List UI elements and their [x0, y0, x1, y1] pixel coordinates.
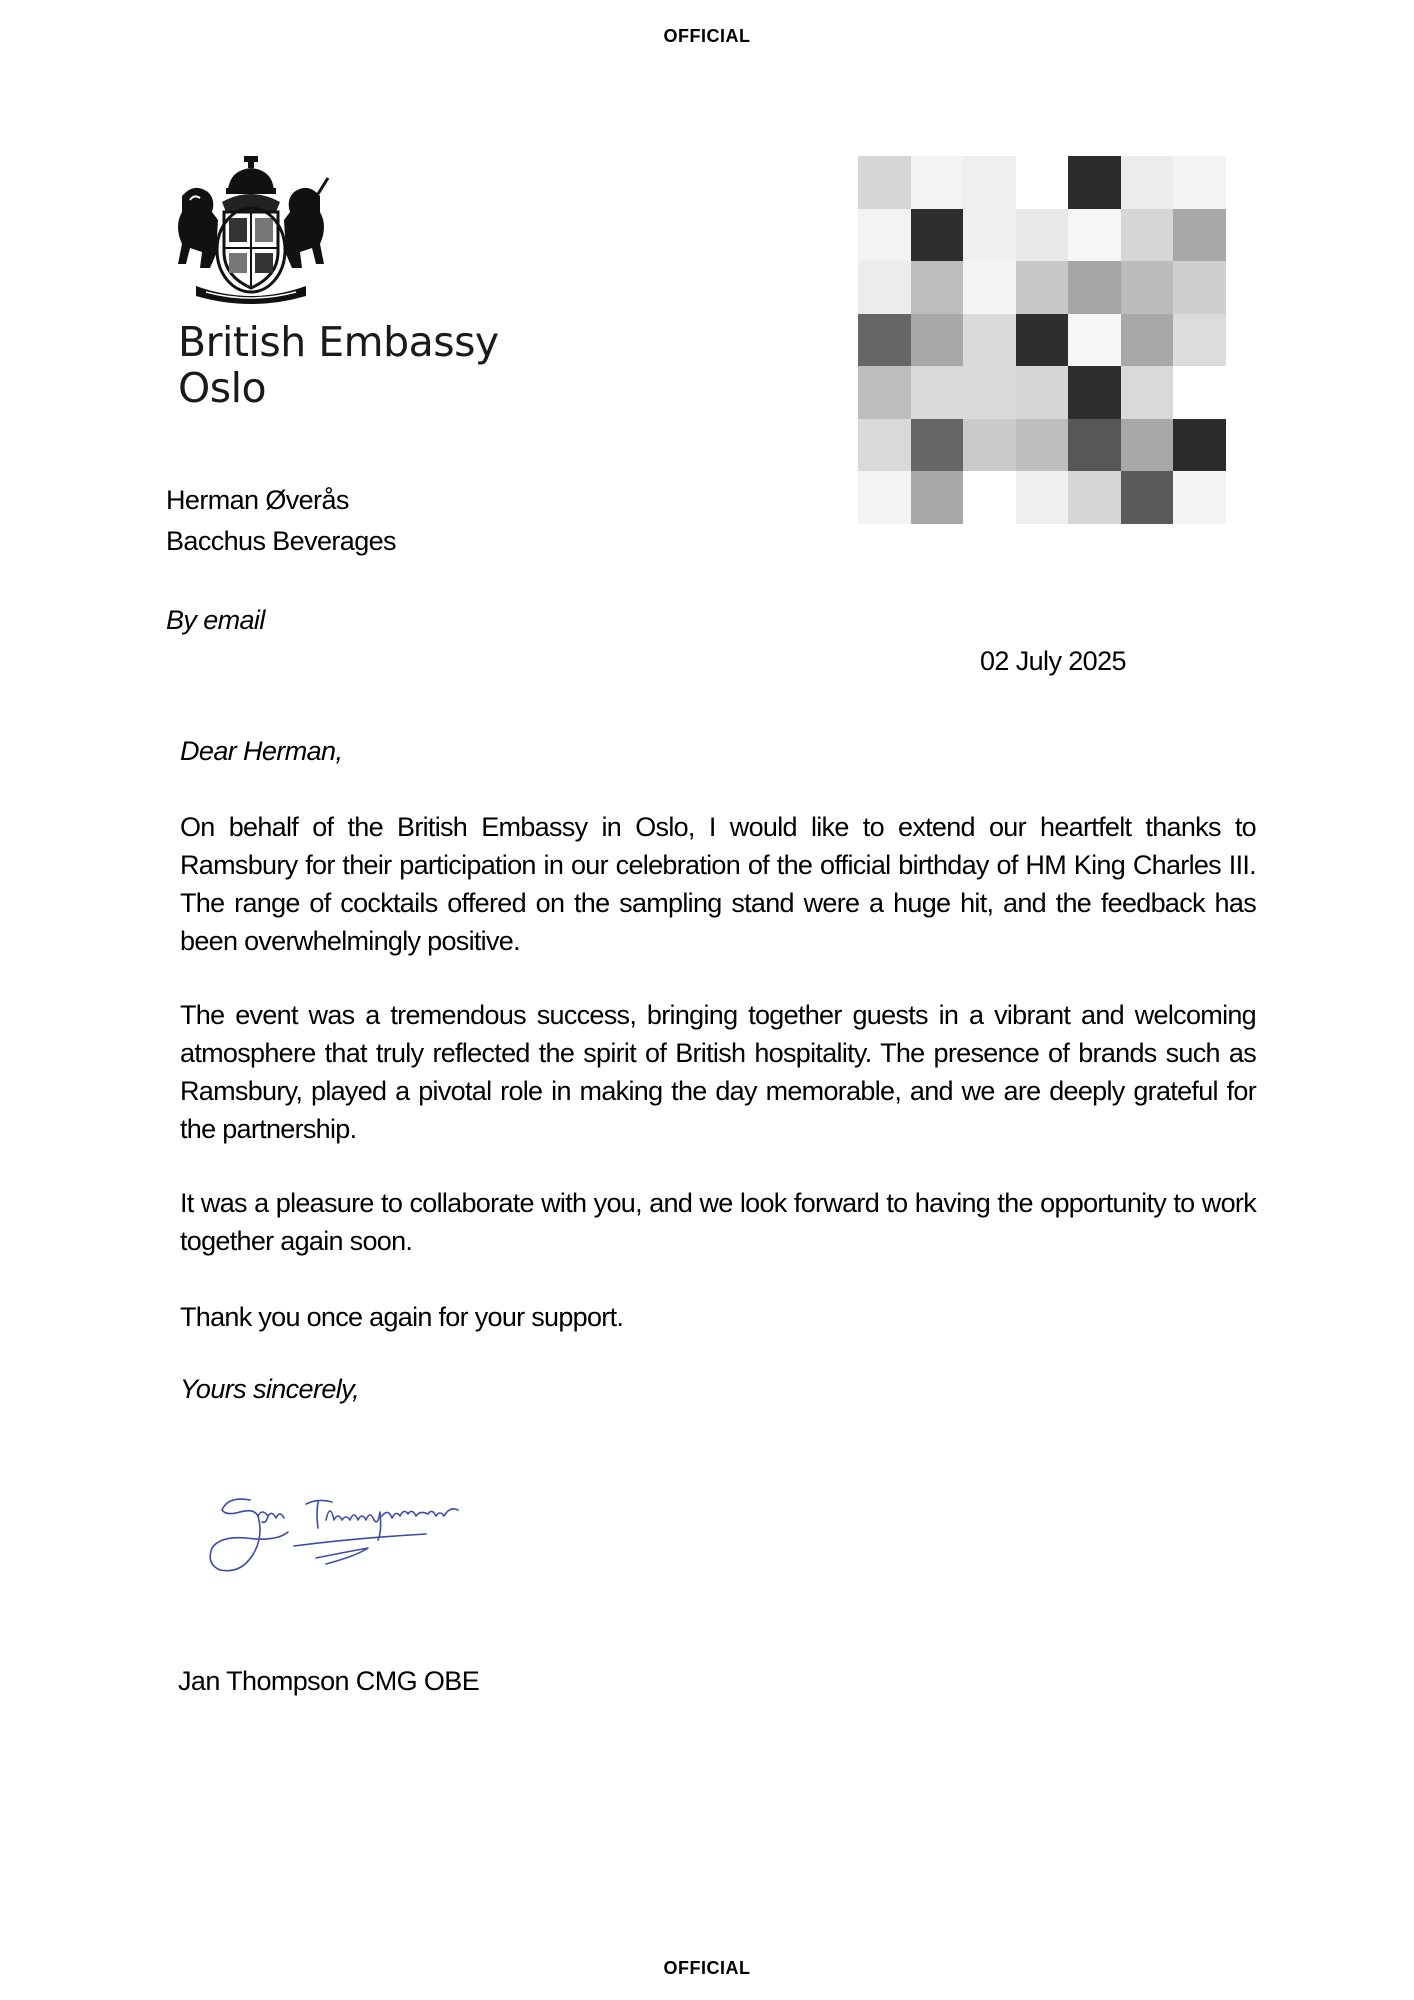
signatory-name: Jan Thompson CMG OBE [178, 1666, 480, 1696]
qr-cell [963, 314, 1016, 367]
qr-cell [1068, 366, 1121, 419]
royal-coat-of-arms-icon [172, 156, 330, 304]
qr-cell [1068, 471, 1121, 524]
classification-header: OFFICIAL [663, 26, 751, 46]
qr-cell [1173, 419, 1226, 472]
qr-cell [1121, 156, 1174, 209]
qr-cell [1173, 209, 1226, 262]
qr-cell [858, 209, 911, 262]
organisation-name: British Embassy [178, 318, 499, 366]
qr-cell [911, 471, 964, 524]
qr-cell [858, 314, 911, 367]
qr-cell [1016, 366, 1069, 419]
qr-cell [1068, 156, 1121, 209]
pixelated-qr-code [858, 156, 1226, 524]
qr-cell [963, 366, 1016, 419]
qr-cell [1121, 366, 1174, 419]
qr-cell [911, 314, 964, 367]
recipient-company: Bacchus Beverages [166, 526, 396, 556]
qr-cell [1173, 156, 1226, 209]
delivery-method: By email [166, 605, 265, 635]
salutation: Dear Herman, [180, 736, 343, 766]
qr-cell [1016, 471, 1069, 524]
qr-cell [1016, 314, 1069, 367]
classification-footer: OFFICIAL [663, 1958, 751, 1978]
body-paragraph: Thank you once again for your support. [180, 1302, 624, 1332]
qr-cell [1016, 209, 1069, 262]
qr-cell [963, 156, 1016, 209]
qr-cell [1121, 471, 1174, 524]
qr-cell [1173, 314, 1226, 367]
qr-cell [858, 261, 911, 314]
qr-cell [858, 366, 911, 419]
closing: Yours sincerely, [180, 1374, 359, 1404]
qr-cell [1016, 419, 1069, 472]
qr-cell [1068, 419, 1121, 472]
qr-cell [963, 419, 1016, 472]
qr-cell [1016, 261, 1069, 314]
qr-cell [963, 209, 1016, 262]
qr-cell [1173, 471, 1226, 524]
qr-cell [858, 419, 911, 472]
body-paragraph: It was a pleasure to collaborate with you, and we look forward to having the opportunity to work together again soon. [180, 1188, 1256, 1256]
body-paragraph: The event was a tremendous success, bringing together guests in a vibrant and welcoming atmosphere that truly reflected the spirit of British hospitality. The presence of brands such as Ramsbury, played a pivotal role in making the day memorable, and we are deeply grateful for the partnership. [180, 1000, 1256, 1144]
qr-cell [1173, 261, 1226, 314]
qr-cell [911, 209, 964, 262]
qr-cell [1121, 261, 1174, 314]
qr-cell [911, 419, 964, 472]
qr-cell [858, 156, 911, 209]
qr-cell [1068, 209, 1121, 262]
qr-cell [1121, 314, 1174, 367]
qr-cell [1016, 156, 1069, 209]
recipient-name: Herman Øverås [166, 485, 349, 515]
qr-cell [911, 156, 964, 209]
letter-date: 02 July 2025 [980, 646, 1126, 676]
qr-cell [911, 261, 964, 314]
qr-cell [963, 261, 1016, 314]
qr-cell [911, 366, 964, 419]
qr-cell [858, 471, 911, 524]
qr-cell [1173, 366, 1226, 419]
qr-cell [963, 471, 1016, 524]
qr-cell [1068, 261, 1121, 314]
handwritten-signature [206, 1486, 526, 1584]
body-paragraph: On behalf of the British Embassy in Oslo, I would like to extend our heartfelt thanks to Ramsbury for their participation in our celebration of the official birthday of HM King Charles III. The range of cocktails offered on the sampling stand were a huge hit, and the feedback has been overwhelmingly positive. [180, 812, 1256, 956]
organisation-city: Oslo [178, 364, 267, 412]
qr-cell [1121, 419, 1174, 472]
qr-cell [1068, 314, 1121, 367]
qr-cell [1121, 209, 1174, 262]
